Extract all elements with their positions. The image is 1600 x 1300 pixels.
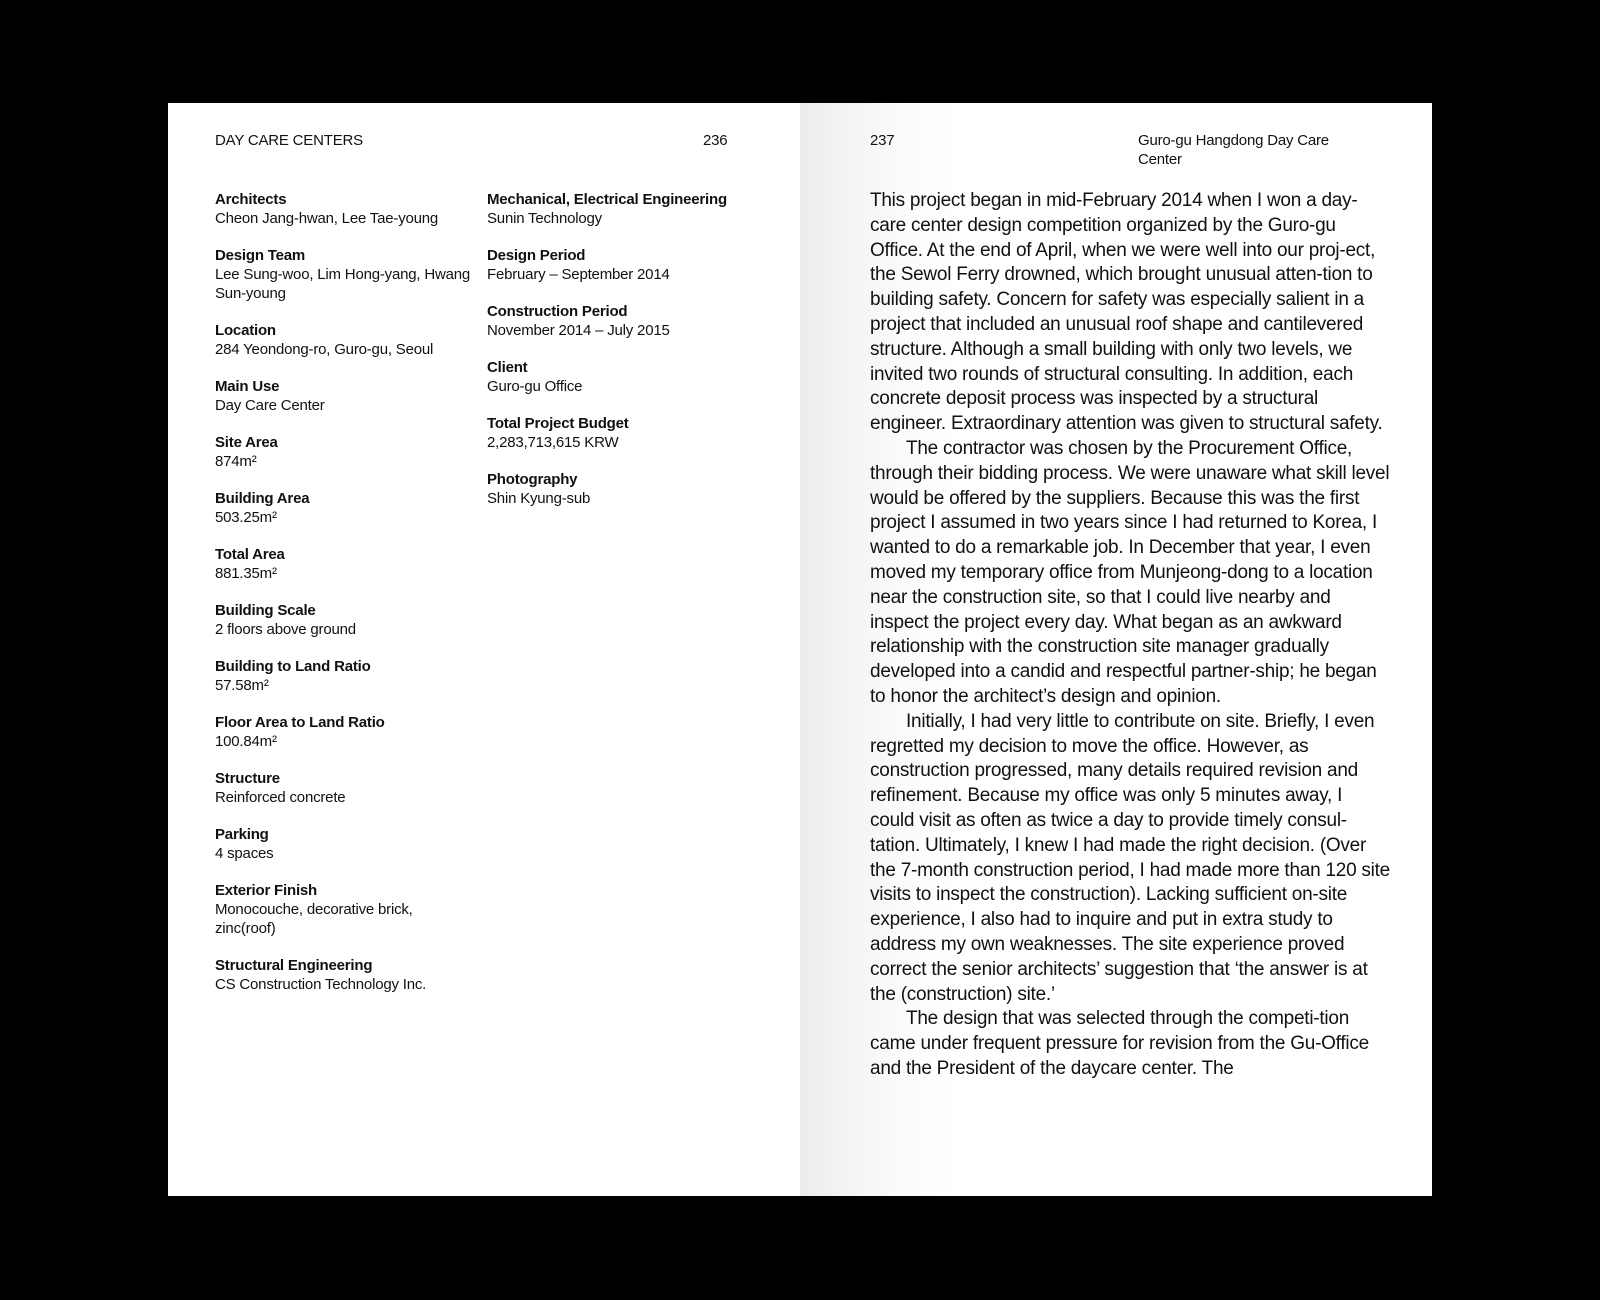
credit-label: Structure	[215, 770, 280, 787]
credit-total-project-budget	[487, 414, 737, 452]
paragraph: This project began in mid-February 2014 when I won a day-care center design competition organized by the Guro-gu Office. At the end of April, when we were well into our proj-ect, the Sewol Ferry drowned, which brought unusual atten-tion to building safety. Concern for safety was especially salient in a project that included an unusual roof shape and cantilevered structure. Although a small building with only two levels, we invited two rounds of structural consulting. In addition, each concrete deposit process was inspected by a structural engineer. Extraordinary attention was given to structural safety.	[870, 190, 1383, 435]
credit-label: Mechanical, Electrical Engineering	[487, 191, 727, 208]
credit-value: February – September 2014	[487, 266, 670, 283]
credit-value: 874m²	[215, 453, 257, 470]
credit-value: 881.35m²	[215, 565, 277, 582]
credit-value: Sunin Technology	[487, 210, 602, 227]
credit-structural-engineering	[215, 956, 475, 994]
credit-value: Monocouche, decorative brick, zinc(roof)	[215, 901, 413, 937]
credit-label: Location	[215, 322, 276, 339]
credit-label: Photography	[487, 471, 578, 488]
credit-value: 2 floors above ground	[215, 621, 356, 638]
credit-exterior-finish	[215, 881, 475, 938]
credit-label: Structural Engineering	[215, 957, 373, 974]
credit-value: Guro-gu Office	[487, 378, 583, 395]
credit-value: 503.25m²	[215, 509, 277, 526]
left-page	[168, 103, 800, 1196]
page-number: 237	[870, 132, 895, 149]
credit-building-to-land-ratio	[215, 657, 475, 695]
credit-label: Construction Period	[487, 303, 628, 320]
credit-design-period	[487, 246, 737, 284]
credit-label: Total Area	[215, 546, 285, 563]
credit-value: Day Care Center	[215, 397, 325, 414]
credit-value: CS Construction Technology Inc.	[215, 976, 427, 993]
essay-body	[870, 189, 1390, 1082]
credit-architects	[215, 190, 475, 228]
credit-value: 57.58m²	[215, 677, 269, 694]
credit-design-team	[215, 246, 475, 303]
credit-label: Client	[487, 359, 528, 376]
credit-label: Architects	[215, 191, 287, 208]
credit-client	[487, 358, 737, 396]
credit-value: 2,283,713,615 KRW	[487, 434, 619, 451]
credit-building-area	[215, 489, 475, 527]
credit-value: November 2014 – July 2015	[487, 322, 670, 339]
credit-label: Design Period	[487, 247, 586, 264]
credit-label: Site Area	[215, 434, 278, 451]
credit-total-area	[215, 545, 475, 583]
paragraph: The design that was selected through the competi-tion came under frequent pressure for revision from the Gu-Office and the President of the daycare center. The	[870, 1008, 1369, 1079]
page-number: 236	[703, 132, 728, 149]
credit-value: Reinforced concrete	[215, 789, 346, 806]
credit-value: Cheon Jang-hwan, Lee Tae-young	[215, 210, 439, 227]
paragraph: The contractor was chosen by the Procurement Office, through their bidding process. We were unaware what skill level would be offered by the suppliers. Because this was the first project I assumed in two years since I had returned to Korea, I wanted to do a remarkable job. In December that year, I even moved my temporary office from Munjeong-dong to a location near the construction site, so that I could live nearby and inspect the project every day. What began as an awkward relationship with the construction site manager gradually developed into a candid and respectful partner-ship; he began to honor the architect’s design and opinion.	[870, 437, 1390, 707]
credit-parking	[215, 825, 475, 863]
running-head-title: Guro-gu Hangdong Day Care Center	[1138, 132, 1329, 168]
credit-location	[215, 321, 475, 359]
credit-value: Shin Kyung-sub	[487, 490, 591, 507]
credit-label: Total Project Budget	[487, 415, 629, 432]
credit-value: 4 spaces	[215, 845, 274, 862]
credit-label: Parking	[215, 826, 269, 843]
credits-column-1	[215, 190, 475, 1012]
credit-main-use	[215, 377, 475, 415]
running-head-title: DAY CARE CENTERS	[215, 132, 363, 149]
credit-label: Building to Land Ratio	[215, 658, 371, 675]
credit-label: Main Use	[215, 378, 280, 395]
credit-construction-period	[487, 302, 737, 340]
credits-column-2	[487, 190, 737, 526]
right-page	[800, 103, 1432, 1196]
credit-building-scale	[215, 601, 475, 639]
paragraph: Initially, I had very little to contribute on site. Briefly, I even regretted my decision to move the office. However, as construction progressed, many details required revision and refinement. Because my office was only 5 minutes away, I could visit as often as twice a day to provide timely consul-tation. Ultimately, I knew I had made the right decision. (Over the 7-month construction period, I had made more than 120 site visits to inspect the construction). Lacking sufficient on-site experience, I also had to inquire and put in extra study to address my own weaknesses. The site experience proved correct the senior architects’ suggestion that ‘the answer is at the (construction) site.’	[870, 710, 1390, 1005]
credit-value: Lee Sung-woo, Lim Hong-yang, Hwang Sun-young	[215, 266, 471, 302]
credit-label: Building Scale	[215, 602, 316, 619]
credit-value: 284 Yeondong-ro, Guro-gu, Seoul	[215, 341, 434, 358]
credit-label: Building Area	[215, 490, 310, 507]
credit-label: Floor Area to Land Ratio	[215, 714, 385, 731]
credit-mep-engineering	[487, 190, 737, 228]
credit-floor-area-to-land-ratio	[215, 713, 475, 751]
credit-photography	[487, 470, 737, 508]
credit-value: 100.84m²	[215, 733, 277, 750]
book-spread	[168, 103, 1432, 1196]
credit-label: Design Team	[215, 247, 306, 264]
credit-structure	[215, 769, 475, 807]
credit-site-area	[215, 433, 475, 471]
credit-label: Exterior Finish	[215, 882, 318, 899]
